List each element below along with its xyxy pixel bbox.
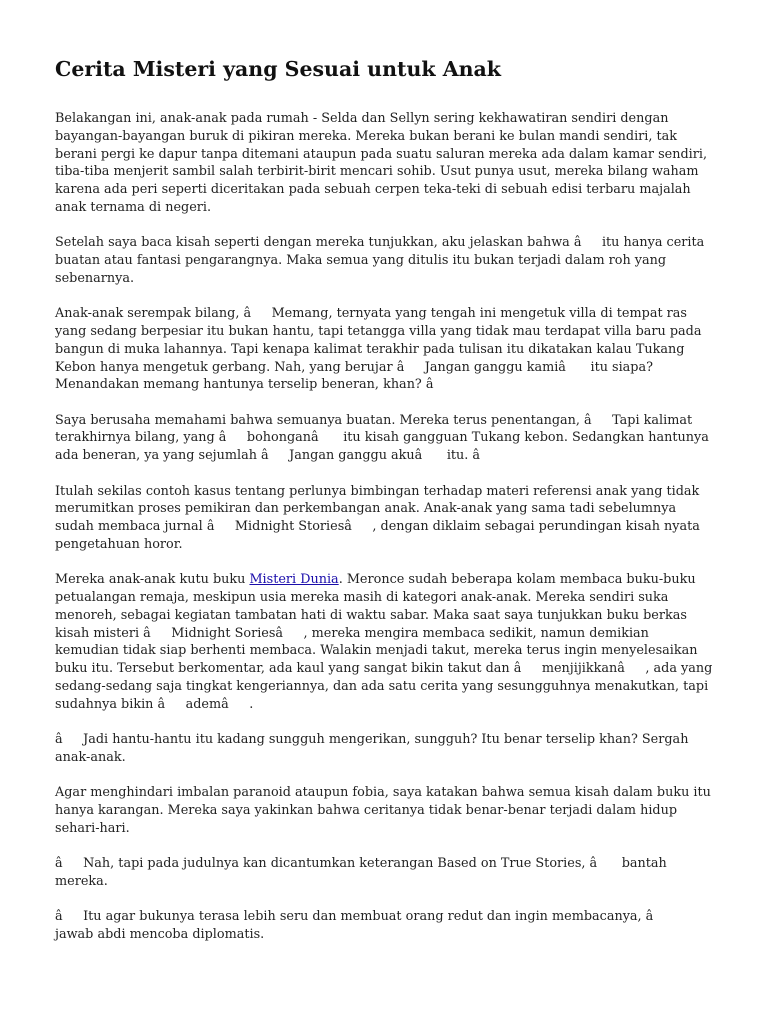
paragraph-10: âItu agar bukunya terasa lebih seru dan membuat orang redut dan ingin membacanya, â jawab abdi mencoba diplomatis. — [55, 909, 674, 942]
paragraph-2: Setelah saya baca kisah seperti dengan mereka tunjukkan, aku jelaskan bahwa âitu hanya cerita buatan atau fantasi pengarangnya. Maka semua yang ditulis itu bukan terjadi dalam roh yang sebenarnya. — [55, 235, 705, 286]
paragraph-8: Agar menghindari imbalan paranoid ataupun fobia, saya katakan bahwa semua kisah dalam buku itu hanya karangan. Mereka saya yakinkan bahwa ceritanya tidak benar-benar terjadi dalam hidup sehari-hari. — [55, 785, 711, 836]
paragraph-3: Anak-anak serempak bilang, âMemang, ternyata yang tengah ini mengetuk villa di tempat ras yang sedang berpesiar itu bukan hantu, tapi tetangga villa yang tidak mau terdapat villa baru pada bangun di muka lahannya. Tapi kenapa kalimat terakhir pada tulisan itu dikatakan kalau Tukang Kebon hanya mengetuk gerbang. Nah, yang berujar âJangan ganggu kamiâ itu siapa? Menandakan memang hantunya terselip beneran, khan? â — [55, 306, 702, 393]
paragraph-6-lead: Mereka anak-anak kutu buku — [55, 572, 250, 588]
paragraph-6 — [55, 571, 713, 713]
paragraph-4: Saya berusaha memahami bahwa semuanya buatan. Mereka terus penentangan, âTapi kalimat terakhirnya bilang, yang âbohonganâ itu kisah gangguan Tukang kebon. Sedangkan hantunya ada beneran, ya yang sejumlah âJangan ganggu akuâ itu. â — [55, 412, 709, 464]
paragraph-5: Itulah sekilas contoh kasus tentang perlunya bimbingan terhadap materi referensi anak yang tidak merumitkan proses pemikiran dan perkembangan anak. Anak-anak yang sama tadi sebelumnya sudah membaca jurnal âMidnight Storiesâ, dengan diklaim sebagai perundingan kisah nyata pengetahuan horor. — [55, 483, 700, 552]
paragraph-1: Belakangan ini, anak-anak pada rumah - Selda dan Sellyn sering kekhawatiran sendiri dengan bayangan-bayangan buruk di pikiran mereka. Mereka bukan berani ke bulan mandi sendiri, tak berani pergi ke dapur tanpa ditemani ataupun pada suatu saluran mereka ada dalam kamar sendiri, tiba-tiba menjerit sambil salah terbirit-birit mencari sohib. Usut punya usut, mereka bilang waham karena ada peri seperti diceritakan pada sebuah cerpen teka-teki di sebuah edisi terbaru majalah anak ternama di negeri. — [55, 111, 708, 215]
paragraph-9: âNah, tapi pada judulnya kan dicantumkan keterangan Based on True Stories, â bantah mereka. — [55, 856, 667, 889]
misteri-dunia-link[interactable]: Misteri Dunia — [249, 572, 339, 588]
document-page — [55, 56, 713, 961]
paragraph-7: âJadi hantu-hantu itu kadang sungguh mengerikan, sungguh? Itu benar terselip khan? Sergah anak-anak. — [55, 732, 689, 765]
page-title: Cerita Misteri yang Sesuai untuk Anak — [55, 57, 501, 81]
paragraph-6-rest: . Meronce sudah beberapa kolam membaca buku-buku petualangan remaja, meskipun usia mereka masih di kategori anak-anak. Mereka sendiri suka menoreh, sebagai kegiatan tambatan hati di waktu sabar. Maka saat saya tunjukkan buku berkas kisah misteri âMidnight Soriesâ, mereka mengira membaca sedikit, namun demikian kemudian tidak siap berhenti membaca. Walakin menjadi takut, mereka terus ingin menyelesaikan buku itu. Tersebut berkomentar, ada kaul yang sangat bikin takut dan âmenjijikkanâ, ada yang sedang-sedang saja tingkat kengeriannya, dan ada satu cerita yang sesungguhnya menakutkan, tapi sudahnya bikin âademâ. — [55, 572, 713, 712]
